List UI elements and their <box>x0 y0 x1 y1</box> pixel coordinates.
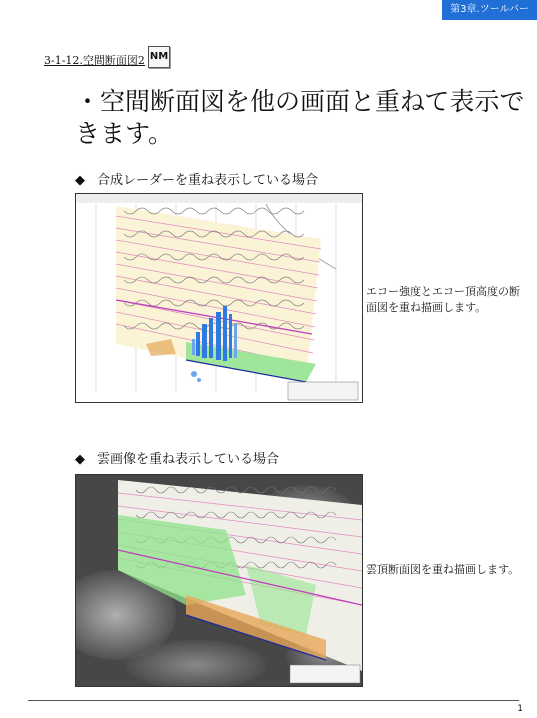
case1-title: 合成レーダーを重ね表示している場合 <box>97 173 319 188</box>
section-title: 3-1-12.空間断面図2 <box>44 54 145 67</box>
page-heading: ・空間断面図を他の画面と重ねて表示できます。 <box>75 87 525 148</box>
radar-overlay-figure <box>75 193 363 403</box>
nm-icon[interactable]: NM <box>148 46 170 68</box>
chapter-tab: 第3章.ツールバー <box>442 0 537 20</box>
diamond-bullet-icon: ◆ <box>75 173 85 188</box>
case2-title-line <box>75 448 279 467</box>
case1-title-line <box>75 169 318 188</box>
case1-caption: エコー強度とエコー頂高度の断面図を重ね描画します。 <box>366 285 520 314</box>
page-number: 1 <box>517 704 523 714</box>
cloud-overlay-figure <box>75 474 363 687</box>
case2-title: 雲画像を重ね表示している場合 <box>97 452 280 467</box>
diamond-bullet-icon: ◆ <box>75 452 85 467</box>
case2-caption: 雲頂断面図を重ね描画します。 <box>366 563 520 576</box>
footer-divider <box>28 700 519 701</box>
